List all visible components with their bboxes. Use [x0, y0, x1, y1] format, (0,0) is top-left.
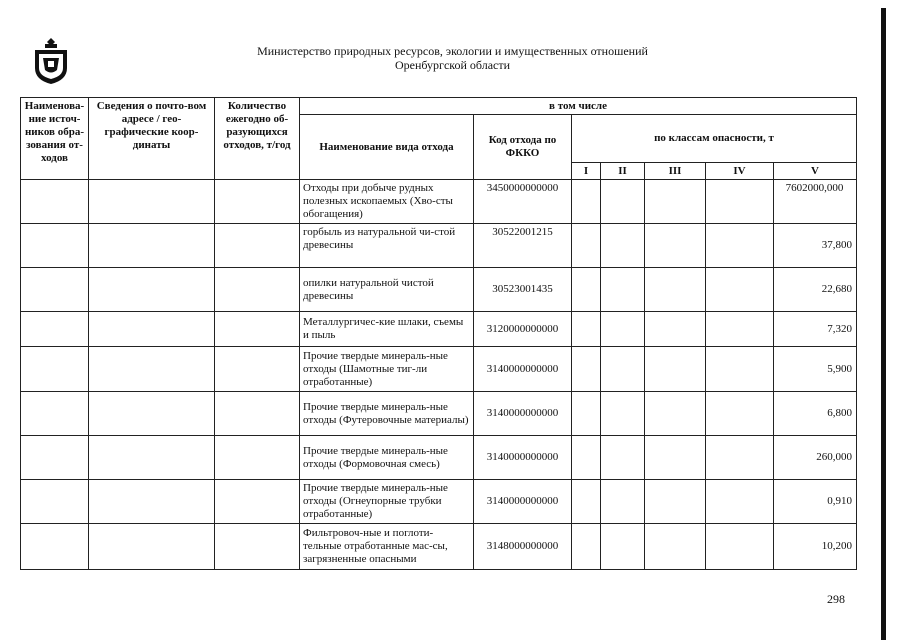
coat-of-arms-icon [33, 38, 69, 84]
header-including: в том числе [300, 98, 857, 115]
header-class-iii: III [645, 163, 706, 180]
table-row [21, 392, 857, 436]
page-edge [881, 8, 886, 640]
waste-name-cell: горбыль из натуральной чи-стой древесины [300, 224, 474, 268]
class-v-cell: 0,910 [774, 480, 857, 524]
table-row [21, 180, 857, 224]
waste-name-cell: Прочие твердые минераль-ные отходы (Формовочная смесь) [300, 436, 474, 480]
header-class-v: V [774, 163, 857, 180]
header-class-i: I [572, 163, 601, 180]
table-row [21, 347, 857, 392]
fkko-code-cell: 3140000000000 [474, 480, 572, 524]
fkko-code-cell: 3140000000000 [474, 392, 572, 436]
header-class-ii: II [601, 163, 645, 180]
ministry-line-2: Оренбургской области [394, 58, 511, 72]
class-v-cell: 6,800 [774, 392, 857, 436]
header-address-info: Сведения о почто-вом адресе / гео-графические коор-динаты [89, 98, 215, 180]
fkko-code-cell: 30523001435 [474, 268, 572, 312]
class-v-cell: 260,000 [774, 436, 857, 480]
fkko-code-cell: 30522001215 [474, 224, 572, 268]
header-quantity: Количество ежегодно об-разующихся отходов, т/год [215, 98, 300, 180]
fkko-code-cell: 3120000000000 [474, 312, 572, 347]
class-v-cell: 10,200 [774, 524, 857, 570]
table-row [21, 524, 857, 570]
header-fkko-code: Код отхода по ФККО [474, 115, 572, 180]
waste-name-cell: Отходы при добыче рудных полезных ископаемых (Хво-сты обогащения) [300, 180, 474, 224]
table-row [21, 312, 857, 347]
fkko-code-cell: 3140000000000 [474, 436, 572, 480]
waste-table [20, 97, 857, 570]
waste-name-cell: Фильтровоч-ные и поглоти-тельные отработанные мас-сы, загрязненные опасными [300, 524, 474, 570]
waste-name-cell: Прочие твердые минераль-ные отходы (Огнеупорные трубки отработанные) [300, 480, 474, 524]
fkko-code-cell: 3140000000000 [474, 347, 572, 392]
waste-name-cell: опилки натуральной чистой древесины [300, 268, 474, 312]
class-v-cell: 22,680 [774, 268, 857, 312]
class-v-cell: 5,900 [774, 347, 857, 392]
table-row [21, 224, 857, 268]
fkko-code-cell: 3148000000000 [474, 524, 572, 570]
waste-name-cell: Прочие твердые минераль-ные отходы (Футеровочные материалы) [300, 392, 474, 436]
class-v-cell: 7602000,000 [774, 180, 857, 224]
page-number: 298 [827, 592, 845, 606]
table-row [21, 268, 857, 312]
waste-name-cell: Прочие твердые минераль-ные отходы (Шамотные тиг-ли отработанные) [300, 347, 474, 392]
ministry-header [200, 44, 705, 72]
class-v-cell: 37,800 [774, 224, 857, 268]
table-row [21, 436, 857, 480]
class-v-cell: 7,320 [774, 312, 857, 347]
table-row [21, 480, 857, 524]
waste-name-cell: Металлургичес-кие шлаки, съемы и пыль [300, 312, 474, 347]
header-hazard-classes: по классам опасности, т [572, 115, 857, 163]
fkko-code-cell: 3450000000000 [474, 180, 572, 224]
header-waste-type: Наименование вида отхода [300, 115, 474, 180]
ministry-line-1: Министерство природных ресурсов, экологии и имущественных отношений [257, 44, 648, 58]
header-class-iv: IV [706, 163, 774, 180]
header-source-name: Наименова-ние источ-ников обра-зования от-ходов [21, 98, 89, 180]
